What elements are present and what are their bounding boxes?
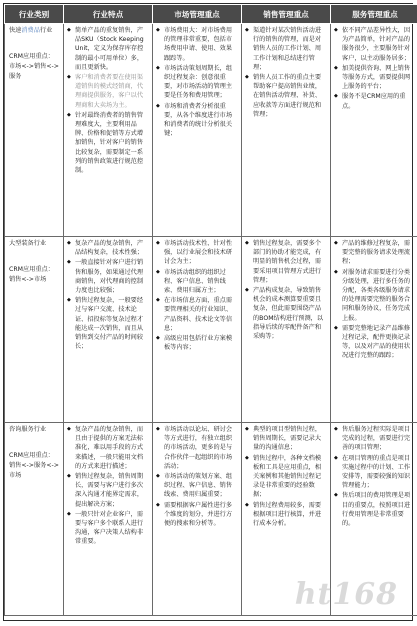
list-item: ◆ 市场活动策划周期长，组织过程复杂：创意很重要，对市场活动的管理主要是任务和费用管理； [156, 64, 238, 101]
list-item: ◆ 一般直接针对客户进行销售和服务，如果通过代理商销售，对代理商的控制力度也比较强； [67, 258, 149, 295]
bullet-list [156, 26, 238, 138]
bullet-list [67, 239, 149, 351]
crm-focus-value: 销售<->市场 [9, 276, 47, 283]
bullet-list [245, 425, 327, 528]
category-name-text: 快速 [9, 27, 22, 34]
crm-focus-value: 市场<->销售<->服务 [9, 63, 59, 80]
category-name-link[interactable]: 消费品 [21, 27, 40, 34]
crm-focus-label: CRM应用重点： [9, 266, 54, 273]
category-cell [5, 237, 64, 423]
list-item: ◆ 市场和消费者分析很重要，从各个维度进行市场和消费者的统计分析很关键； [156, 102, 238, 139]
bullet-list [334, 425, 416, 528]
category-name-text: 咨询服务行业 [9, 426, 47, 433]
list-item: ◆ 在项目管理的重点是项目实施过程中的计划、工作安排等，需要较强的知识管理能力； [334, 454, 416, 491]
bullet-list [156, 425, 238, 528]
header-service-focus: 服务管理重点 [331, 5, 417, 24]
list-item: ◆ 复杂产品的复杂销售，产品结构复杂，技术性强； [67, 239, 149, 257]
list-item: ◆ 售后项目的费用管理是项目的重要点，按照项目进行费用管理是非常重要的。 [334, 491, 416, 528]
crm-industry-table-frame [3, 3, 413, 621]
list-item: ◆ 市场活动组织的组织过程、客户信息、销售线索、费用归属方主； [156, 268, 238, 296]
market-focus-cell [153, 24, 242, 237]
list-item: ◆ 市场活动技术性、针对性强，以行业展会和技术研讨会为主； [156, 239, 238, 267]
bullet-list [156, 239, 238, 352]
header-industry-features: 行业特点 [64, 5, 153, 24]
bullet-list [67, 26, 149, 175]
list-item: ◆ 渠道针对某次销售活动进行的销售的管理，而是对销售人员的工作计划、周工作计划和总结进行管理； [245, 26, 327, 72]
list-item: ◆ 客户和消费者要在使用渠道销售的模式经销商，代理商提供服务，客户以代理商和大卖场为主。 [67, 73, 149, 110]
list-item: ◆ 市场活动的策划方案、组织过程、客户信息、销售线索、费用归属重要； [156, 472, 238, 500]
table-row [5, 237, 417, 423]
table-row [5, 24, 417, 237]
list-item: ◆ 销售过程费用较多，需要根据项目进行核算，并进行成本分析。 [245, 501, 327, 529]
header-sales-focus: 销售管理重点 [242, 5, 331, 24]
list-item: ◆ 产品的维修过程复杂，需要完整的服务请求处理流程； [334, 239, 416, 267]
header-category: 行业类别 [5, 5, 64, 24]
list-item: ◆ 需要根据客户属性进行多个维度的划分，并进行方便的搜索和分析等。 [156, 501, 238, 529]
crm-focus-value: 销售<->服务<->市场 [9, 462, 59, 479]
list-item: ◆ 针对最终消费者的销售管理难度大，主要利用品牌、价格和促销等方式增加销售，针对客户的销售比较复杂，需要制定一系列的销售政策进行规范控制。 [67, 111, 149, 175]
table-header-row [5, 5, 417, 24]
industry-features-cell [64, 423, 153, 616]
list-item: ◆ 售后服务过程实际是项目完成的过程，需要进行完善的项目管理； [334, 425, 416, 453]
crm-focus-label: CRM应用重点： [9, 452, 54, 459]
list-item: ◆ 一般只针对企业客户，需要与客户多个联系人进行沟通，客户决策人结构非常重要。 [67, 510, 149, 547]
category-name-text: 大型装备行业 [9, 240, 47, 247]
crm-industry-table [4, 4, 417, 616]
crm-focus-label: CRM应用重点： [9, 53, 54, 60]
list-item: ◆ 销售人员工作的重点主要帮助客户提高销售业绩，在销售活动管理、补货、应收款等方面进行规范和管理； [245, 73, 327, 119]
bullet-list [334, 26, 416, 111]
list-item: ◆ 服务不是CRM应用的重点。 [334, 92, 416, 110]
list-item: ◆ 依不同产品差异性大，因为产品简单，针对产品的服务很少，主要服务针对客户，以主动服务居多； [334, 26, 416, 63]
category-name-suffix: 行业 [39, 27, 53, 34]
service-focus-cell [331, 237, 417, 423]
bullet-list [245, 26, 327, 119]
market-focus-cell [153, 237, 242, 423]
list-item: ◆ 对服务请求需要进行分类分级处理，进行多任务的分配，各类各级服务请求的处理需要完整的服务合同和服务协议，任务完成上报。 [334, 268, 416, 323]
category-name [9, 26, 60, 36]
sales-focus-cell [242, 237, 331, 423]
list-item: ◆ 高级应用包括行业方案模板等内容； [156, 334, 238, 352]
market-focus-cell [153, 423, 242, 616]
watermark: ht168 [294, 577, 398, 612]
list-item: ◆ 典型的项目型销售过程，销售周期长，需要记录大量的沟通信息； [245, 425, 327, 453]
bullet-list [245, 239, 327, 341]
bullet-list [334, 239, 416, 361]
list-item: ◆ 复杂产品的复杂销售，而且由于提供的方案无法标准化，难以用手段的方式来描述，一般只能用文档的方式来进行描述； [67, 425, 149, 471]
list-item: ◆ 加美提供咨询、网上销售等服务方式，需要提供网上服务的平台； [334, 64, 416, 92]
list-item: ◆ 销售过程复杂，需要多个部门的协助才能完成，有明显的销售机会过程，需要采用项目管理方式进行管理； [245, 239, 327, 285]
category-name [9, 425, 60, 435]
category-cell [5, 423, 64, 616]
list-item: ◆ 产品构成复杂，导致销售机会的成本测算要重要且复杂，但此需要围绕产品的BOM结构进行预测，以指导后续的零配件备产和采购等； [245, 286, 327, 341]
list-item: ◆ 销售过程中，各种文档模板和工具是应用重点，相关案例和其他销售过程记录是非常重要的经验数据； [245, 454, 327, 500]
category-name [9, 239, 60, 249]
list-item: ◆ 销售过程复杂，一般要经过与客户交流、技术论证、招投标等复杂过程才能达成一次销售，而且从销售到交付产品的时间较长； [67, 296, 149, 351]
list-item: ◆ 在市场信息方面，重点需要管理相关的行业知识、产品资料、技术论文等信息； [156, 296, 238, 333]
bullet-list [67, 425, 149, 547]
industry-features-cell [64, 237, 153, 423]
category-cell [5, 24, 64, 237]
industry-features-cell [64, 24, 153, 237]
list-item: ◆ 市场活动以论坛、研讨会等方式进行，有独立组织的市场活动，更多的是与合作伙伴一起组织的市场活动； [156, 425, 238, 471]
list-item: ◆ 销售过程复杂，销售周期长，需要与客户进行多次深入沟通才能界定需求，提出解决方案； [67, 472, 149, 509]
sales-focus-cell [242, 24, 331, 237]
list-item: ◆ 需要完整地记录产品维修过程记录，配件更换记录等，以及对产品的使用状况进行完整的跟踪； [334, 324, 416, 361]
list-item: ◆ 简单产品的重复销售，产品SKU（Stock Keeping Unit，定义为保存库存控制的最小可用单位）多，而且更新快。 [67, 26, 149, 72]
list-item: ◆ 市场费用大：对市场费用的管理非常重要，包括市场费用申请、使用、效果跟踪等。 [156, 26, 238, 63]
header-market-focus: 市场管理重点 [153, 5, 242, 24]
service-focus-cell [331, 24, 417, 237]
